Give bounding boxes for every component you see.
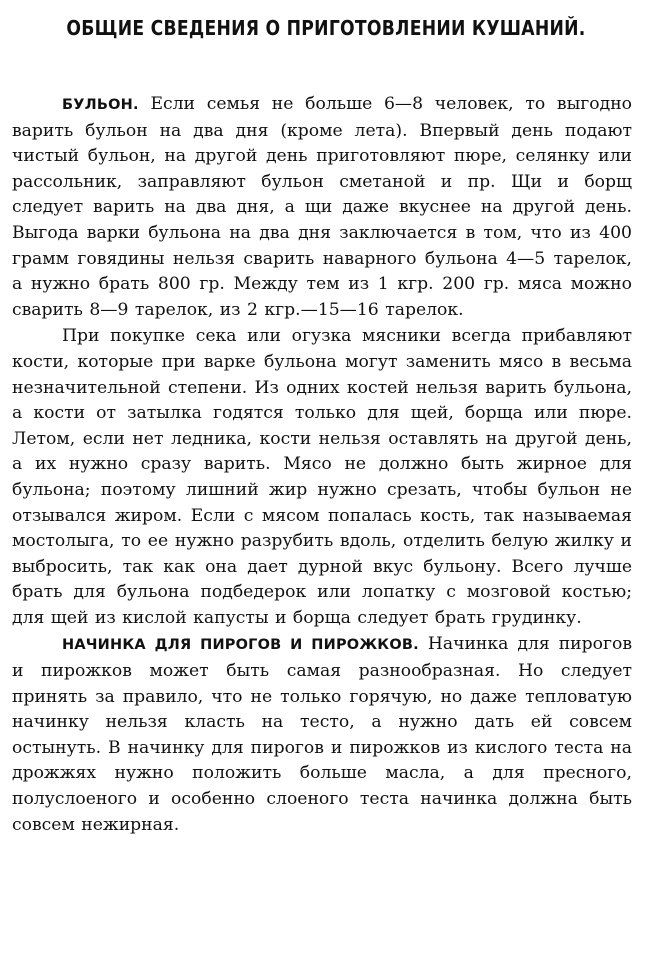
paragraph-text: При покупке сека или огузка мясники всегда прибавляют кости, которые при варке бульона могут заменить мясо в весьма незначительной степени. Из одних костей нельзя варить бульона, а кости от затылка годятся только для щей, борща или пюре. Летом, если нет ледника, кости нельзя оставлять на другой день, а их нужно сразу варить. Мясо не должно быть жирное для бульона; поэтому лишний жир нужно срезать, чтобы бульон не отзывался жиром. Если с мясом попалась кость, так называемая мостолыга, то ее нужно разрубить вдоль, отделить белую жилку и выбросить, так как она дает дурной вкус бульону. Всего лучше брать для бульона подбедерок или лопатку с мозговой костью; для щей из кислой капусты и борща следует брать грудинку. [12,326,632,628]
paragraph-bouillon [12,92,632,323]
paragraph-text: Начинка для пирогов и пирожков может быть самая разнообразная. Но следует принять за правило, что не только горячую, но даже тепловатую начинку нельзя класть на тесто, а нужно дать ей совсем остынуть. В начинку для пирогов и пирожков из кислого теста на дрожжях нужно положить больше масла, а для пресного, полуслоеного и особенно слоеного теста начинка должна быть совсем нежирная. [12,634,633,835]
paragraph-text: Если семья не больше 6—8 человек, то выгодно варить бульон на два дня (кроме лета). Впервый день подают чистый бульон, на другой день приготовляют пюре, селянку или рассольник, заправляют бульон сметаной и пр. Щи и борщ следует варить на два дня, а щи даже вкуснее на другой день. Выгода варки бульона на два дня заключается в том, что из 400 грамм говядины нельзя сварить наварного бульона 4—5 тарелок, а нужно брать 800 гр. Между тем из 1 кгр. 200 гр. мяса можно сварить 8—9 тарелок, из 2 кгр.—15—16 тарелок. [12,94,632,320]
section-heading-bouillon: БУЛЬОН. [62,97,139,113]
paragraph-filling [12,632,632,838]
paragraph-bones [12,324,632,631]
body-text [12,92,632,839]
section-heading-filling: НАЧИНКА ДЛЯ ПИРОГОВ И ПИРОЖКОВ. [62,637,419,654]
page-title: ОБЩИЕ СВЕДЕНИЯ О ПРИГОТОВЛЕНИИ КУШАНИЙ. [66,16,586,40]
